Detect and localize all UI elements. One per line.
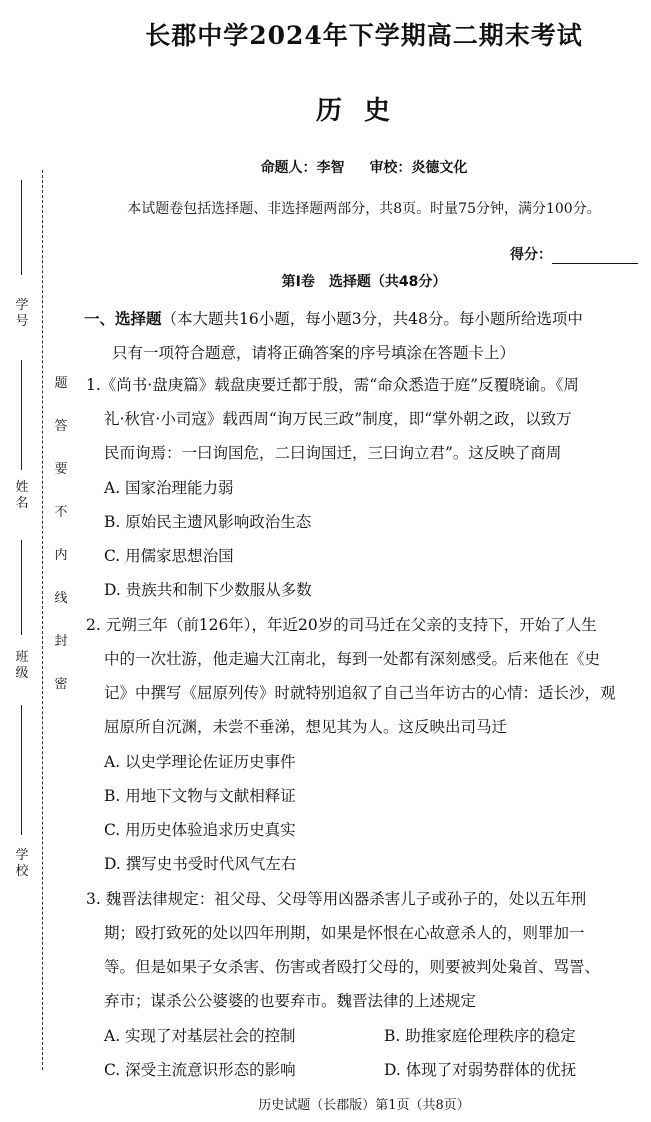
section-title: 第Ⅰ卷 选择题（共48分） [281,274,447,290]
school-line [21,705,22,835]
option-c: C. 用儒家思想治国 [104,547,234,565]
part-heading-line [84,307,583,329]
part-instruction: （本大题共16小题，每小题3分，共48分。每小题所给选项中 [161,310,583,328]
student-id-label: 学号 [15,298,29,329]
exam-intro: 本试题卷包括选择题、非选择题两部分，共8页。时量75分钟，满分100分。 [127,201,601,217]
binding-margin [0,0,84,1122]
option-d: D. 贵族共和制下少数服从多数 [104,581,312,599]
option-c: C. 深受主流意识形态的影响 [104,1061,296,1079]
option-c: C. 用历史体验追求历史真实 [104,821,296,839]
question-text-line: 期；殴打致死的处以四年刑期，如果是怀恨在心故意杀人的，则罪加一 [104,924,585,942]
student-id-line [21,180,22,275]
name-line [21,360,22,470]
warning-char: 封 [54,634,68,649]
question-text-line: 3. 魏晋法律规定：祖父母、父母等用凶器杀害儿子或孙子的，处以五年刑 [86,890,587,908]
reviewer-label: 审校：炎德文化 [369,160,468,176]
cut-line [42,170,43,1070]
option-a: A. 实现了对基层社会的控制 [104,1027,296,1045]
question-text-line: 记》中撰写《屈原列传》时就特别追叙了自己当年访古的心情：适长沙，观 [104,684,616,702]
part-heading: 一、选择题 [84,309,162,328]
warning-char: 答 [54,419,68,434]
option-d: D. 体现了对弱势群体的优抚 [384,1061,577,1079]
option-b: B. 用地下文物与文献相释证 [104,787,296,805]
question-text-line: 中的一次壮游，他走遍大江南北，每到一处都有深刻感受。后来他在《史 [104,650,601,668]
question-text-line: 弃市；谋杀公公婆婆的也要弃市。魏晋法律的上述规定 [104,992,477,1010]
exam-title: 长郡中学2024年下学期高二期末考试 [145,21,583,50]
question-text-line: 民而询焉：一曰询国危，二曰询国迁，三曰询立君”。这反映了商周 [104,444,562,462]
score-blank [552,249,638,264]
score-field [510,244,638,264]
question-text-line: 等。但是如果子女杀害、伤害或者殴打父母的，则要被判处枭首、骂詈、 [104,958,601,976]
question-text-line: 2. 元朔三年（前126年），年近20岁的司马迁在父亲的支持下，开始了人生 [86,616,597,634]
question-text-line: 1.《尚书·盘庚篇》载盘庚要迁都于殷，需“命众悉造于庭”反覆晓谕。《周 [86,376,579,394]
school-label: 学校 [15,848,29,879]
option-b: B. 助推家庭伦理秩序的稳定 [384,1027,576,1045]
option-b: B. 原始民主遗风影响政治生态 [104,513,312,531]
warning-char: 要 [54,462,68,477]
option-d: D. 撰写史书受时代风气左右 [104,855,297,873]
subject-title: 历史 [315,96,412,126]
author-label: 命题人：李智 [260,160,345,176]
question-text-line: 礼·秋官·小司寇》载西周“询万民三政”制度，即“掌外朝之政，以致万 [104,410,572,428]
warning-char: 线 [54,591,68,606]
name-label: 姓名 [15,480,29,511]
warning-char: 不 [54,505,68,520]
authors-line [84,157,644,177]
class-line [21,540,22,635]
option-a: A. 以史学理论佐证历史事件 [104,753,296,771]
part-instruction-cont: 只有一项符合题意，请将正确答案的序号填涂在答题卡上） [112,344,516,362]
warning-char: 密 [54,677,68,692]
warning-char: 内 [54,548,68,563]
class-label: 班级 [15,650,29,681]
option-a: A. 国家治理能力弱 [104,479,234,497]
question-text-line: 屈原所自沉渊，未尝不垂涕，想见其为人。这反映出司马迁 [104,718,508,736]
warning-char: 题 [54,376,68,391]
score-label: 得分： [510,247,552,263]
page-footer: 历史试题（长郡版）第1页（共8页） [258,1098,470,1113]
